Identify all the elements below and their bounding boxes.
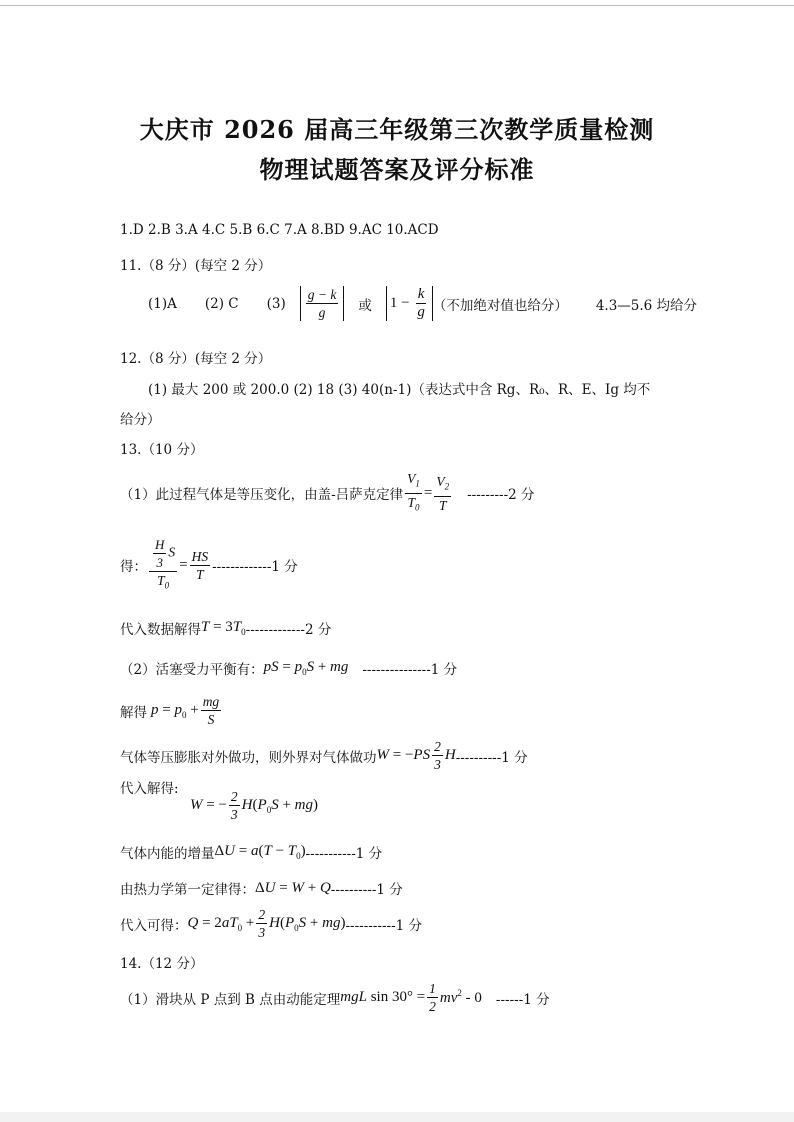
q14-step1-score: ------1 分 [495,991,550,1008]
q11-or: 或 [358,297,372,314]
q13-dairuke: 代入可得： $Q = 2aT_0$ + $\frac{2}{3}$ $H(P_0S + mg)$ -----------1 分 [120,907,423,940]
q12-line1: (1) 最大 200 或 200.0 (2) 18 (3) 40(n-1)（表达式中含 Rg、R₀、R、E、Ig 均不 [148,382,651,398]
page-bottom-band [0,1112,794,1122]
q13-dairu-score: -------------2 分 [245,622,332,638]
q13-de-text: 得： [120,559,147,576]
q13-work-result: W = − $\frac{2}{3}$ $H(P_0S + mg)$ [190,789,318,822]
q11-header: 11.（8 分）(每空 2 分） [120,258,272,274]
q13-step2-text: （2）活塞受力平衡有： [120,662,264,678]
q14-step1: （1）滑块从 P 点到 B 点由动能定理 mgL sin 30° = $\frac{1}{2}$ $mv^2 - 0$ ------1 分 [120,981,550,1014]
q11-formula-2: 1 − $\frac{k}{g}$ [386,286,433,321]
q13-work-text: 气体等压膨胀对外做功，则外界对气体做功 [120,749,377,766]
q11-answers [148,286,697,321]
q13-step1: （1）此过程气体是等压变化，由盖-吕萨克定律 $\frac{V_1}{T_0}$ = $\frac{V_2}{T}$ ---------2 分 [120,471,535,513]
q13-rexue: 由热力学第一定律得： ΔU = W + Q ----------1 分 [120,879,403,898]
q12-header: 12.（8 分）(每空 2 分） [120,351,272,367]
q13-neineng: 气体内能的增量 $\Delta U = a(T - T_0)$ -----------1 分 [120,843,383,862]
q13-step2-score: ---------------1 分 [362,662,458,678]
q11-formula-1: $\frac{g - k}{g}$ [300,286,345,321]
q13-step2: （2）活塞受力平衡有： pS = $p_0S$ + mg ---------------1 分 [120,659,458,678]
q13-rexue-text: 由热力学第一定律得： [120,882,255,898]
q13-neineng-text: 气体内能的增量 [120,846,215,862]
q13-jiede-text: 解得 [120,704,147,721]
q13-step1-text: （1）此过程气体是等压变化，由盖-吕萨克定律 [120,487,404,504]
mc-answers: 1.D 2.B 3.A 4.C 5.B 6.C 7.A 8.BD 9.AC 10.ACD [120,222,439,238]
q13-jiede: 解得 $p = p_0$ + $\frac{mg}{S}$ [120,694,220,727]
q14-header: 14.（12 分） [120,956,204,972]
q11-range: 4.3—5.6 均给分 [595,297,698,314]
q13-dairuke-score: -----------1 分 [345,917,423,934]
q13-work: 气体等压膨胀对外做功，则外界对气体做功 W = −PS $\frac{2}{3}$ H ----------1 分 [120,739,528,772]
q13-dairuke-text: 代入可得： [120,917,188,934]
top-border-line [0,5,794,6]
q11-a2: (2) C [204,295,239,312]
q11-a3: (3) [266,295,286,312]
q13-dairu: 代入数据解得 $T = 3T_0$ -------------2 分 [120,619,332,638]
doc-subtitle: 物理试题答案及评分标准 [259,155,535,184]
q12-line2: 给分） [120,412,161,428]
q13-header: 13.（10 分） [120,442,204,458]
doc-title: 大庆市 2026 届高三年级第三次教学质量检测 [139,115,655,144]
q13-dairu-text: 代入数据解得 [120,622,201,638]
q13-de-score: -------------1 分 [212,559,298,576]
q13-work-score: ----------1 分 [455,749,528,766]
q14-step1-text: （1）滑块从 P 点到 B 点由动能定理 [120,991,341,1008]
q13-dairujie: 代入解得: [120,781,179,797]
q13-step1-score: ---------2 分 [467,487,535,504]
q11-note: （不加绝对值也给分） [432,297,568,314]
q11-a1: (1)A [148,295,177,312]
q13-de: 得： $\frac{H}{3}$ S $T_0$ = $\frac{HS}{T}$ -------------1 分 [120,537,298,591]
q13-rexue-score: ----------1 分 [330,882,403,898]
q13-neineng-score: -----------1 分 [305,846,383,862]
